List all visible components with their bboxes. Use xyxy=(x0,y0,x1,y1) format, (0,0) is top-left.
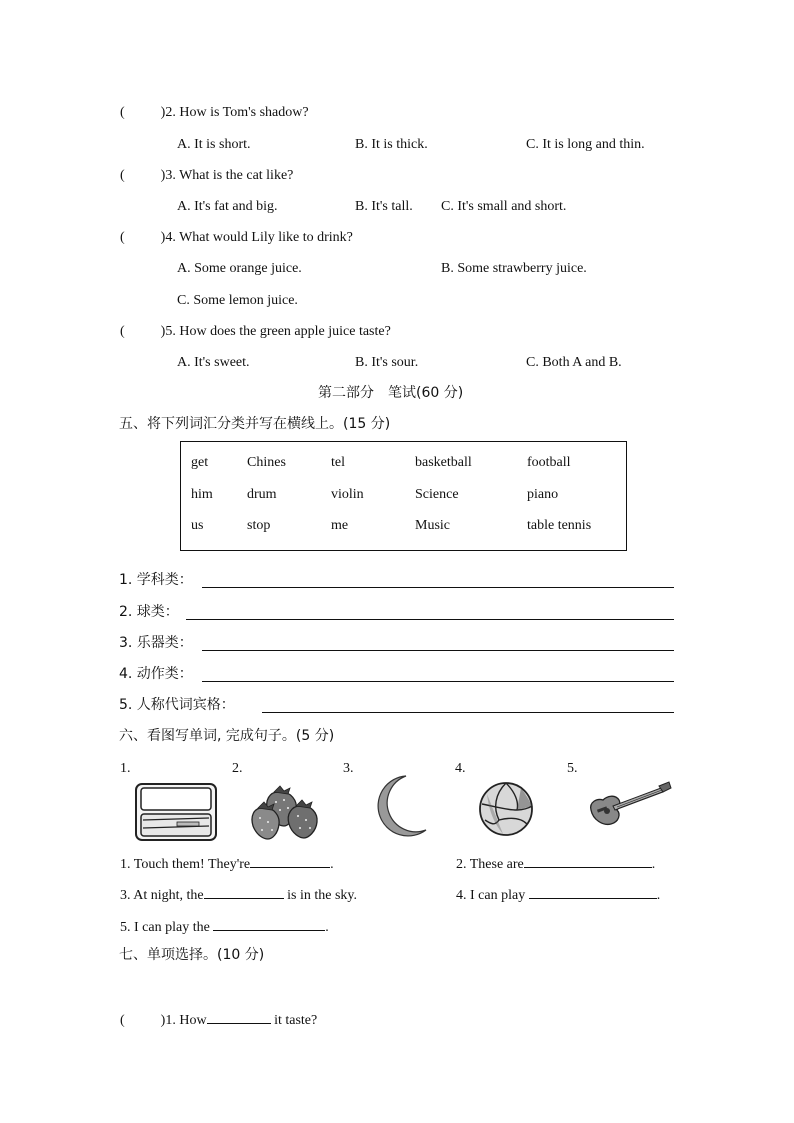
word-item: football xyxy=(527,455,571,470)
category-label: 4. 动作类： xyxy=(119,666,193,682)
question-4: ( )4. What would Lily like to drink? xyxy=(120,230,353,245)
word-item: Science xyxy=(415,487,459,502)
answer-line[interactable] xyxy=(186,619,674,620)
moon-icon xyxy=(368,774,430,838)
option-a: A. It is short. xyxy=(177,137,251,152)
guitar-icon xyxy=(585,780,673,830)
picture-number: 1. xyxy=(120,761,131,776)
picture-number: 3. xyxy=(343,761,354,776)
pencil-box-icon xyxy=(133,782,219,844)
section-6-title: 六、看图写单词, 完成句子。(5 分) xyxy=(119,728,335,744)
question-number: 3 xyxy=(165,168,173,183)
option-c: C. It is long and thin. xyxy=(526,137,645,152)
sentence-5: 5. I can play the . xyxy=(120,916,329,937)
option-a: A. Some orange juice. xyxy=(177,261,302,276)
option-b: B. Some strawberry juice. xyxy=(441,261,587,276)
question-text: How does the green apple juice taste? xyxy=(179,324,391,339)
word-item: him xyxy=(191,487,213,502)
question-3: ( )3. What is the cat like? xyxy=(120,168,294,183)
answer-blank[interactable] xyxy=(250,853,330,868)
answer-blank[interactable] xyxy=(204,884,284,899)
question-text: How is Tom's shadow? xyxy=(179,105,309,120)
word-item: Chines xyxy=(247,455,286,470)
word-item: get xyxy=(191,455,209,470)
answer-paren[interactable]: ( xyxy=(120,168,125,183)
answer-line[interactable] xyxy=(262,712,674,713)
category-label: 5. 人称代词宾格： xyxy=(119,697,235,713)
question-7-1: ( )1. How it taste? xyxy=(120,1009,317,1030)
answer-blank[interactable] xyxy=(524,853,652,868)
word-item: stop xyxy=(247,518,271,533)
section-5-title: 五、将下列词汇分类并写在横线上。(15 分) xyxy=(119,416,391,432)
word-item: me xyxy=(331,518,349,533)
option-a: A. It's sweet. xyxy=(177,355,250,370)
category-label: 1. 学科类： xyxy=(119,572,193,588)
category-label: 2. 球类： xyxy=(119,604,179,620)
word-item: Music xyxy=(415,518,450,533)
question-5: ( )5. How does the green apple juice taste? xyxy=(120,324,391,339)
answer-paren[interactable]: ( xyxy=(120,105,125,120)
section-7-title: 七、单项选择。(10 分) xyxy=(119,947,265,963)
option-c: C. It's small and short. xyxy=(441,199,567,214)
sentence-4: 4. I can play . xyxy=(456,884,660,905)
sentence-1: 1. Touch them! They're . xyxy=(120,853,334,874)
option-a: A. It's fat and big. xyxy=(177,199,278,214)
word-item: basketball xyxy=(415,455,472,470)
picture-number: 5. xyxy=(567,761,578,776)
answer-line[interactable] xyxy=(202,681,674,682)
sentence-3: 3. At night, the is in the sky. xyxy=(120,884,357,905)
word-bank-box xyxy=(180,441,627,551)
answer-blank[interactable] xyxy=(213,916,325,931)
question-text: What is the cat like? xyxy=(179,168,294,183)
sentence-2: 2. These are . xyxy=(456,853,655,874)
answer-paren[interactable]: ( xyxy=(120,324,125,339)
question-number: 2 xyxy=(165,105,173,120)
option-b: B. It's tall. xyxy=(355,199,413,214)
word-item: piano xyxy=(527,487,559,502)
word-item: violin xyxy=(331,487,364,502)
picture-number: 4. xyxy=(455,761,466,776)
question-2: ( )2. How is Tom's shadow? xyxy=(120,105,309,120)
option-b: B. It is thick. xyxy=(355,137,428,152)
answer-blank[interactable] xyxy=(207,1009,271,1024)
answer-blank[interactable] xyxy=(529,884,657,899)
word-item: table tennis xyxy=(527,518,592,533)
option-c: C. Both A and B. xyxy=(526,355,622,370)
strawberries-icon xyxy=(250,786,322,842)
answer-line[interactable] xyxy=(202,587,674,588)
part-2-title: 第二部分 笔试(60 分) xyxy=(318,385,464,401)
question-text: What would Lily like to drink? xyxy=(179,230,353,245)
word-item: tel xyxy=(331,455,345,470)
question-number: 4 xyxy=(165,230,173,245)
answer-line[interactable] xyxy=(202,650,674,651)
option-c: C. Some lemon juice. xyxy=(177,293,298,308)
word-item: us xyxy=(191,518,204,533)
word-item: drum xyxy=(247,487,277,502)
answer-paren[interactable]: ( xyxy=(120,1013,125,1028)
picture-number: 2. xyxy=(232,761,243,776)
answer-paren[interactable]: ( xyxy=(120,230,125,245)
option-b: B. It's sour. xyxy=(355,355,419,370)
volleyball-icon xyxy=(477,780,535,838)
category-label: 3. 乐器类： xyxy=(119,635,193,651)
question-number: 5 xyxy=(165,324,173,339)
